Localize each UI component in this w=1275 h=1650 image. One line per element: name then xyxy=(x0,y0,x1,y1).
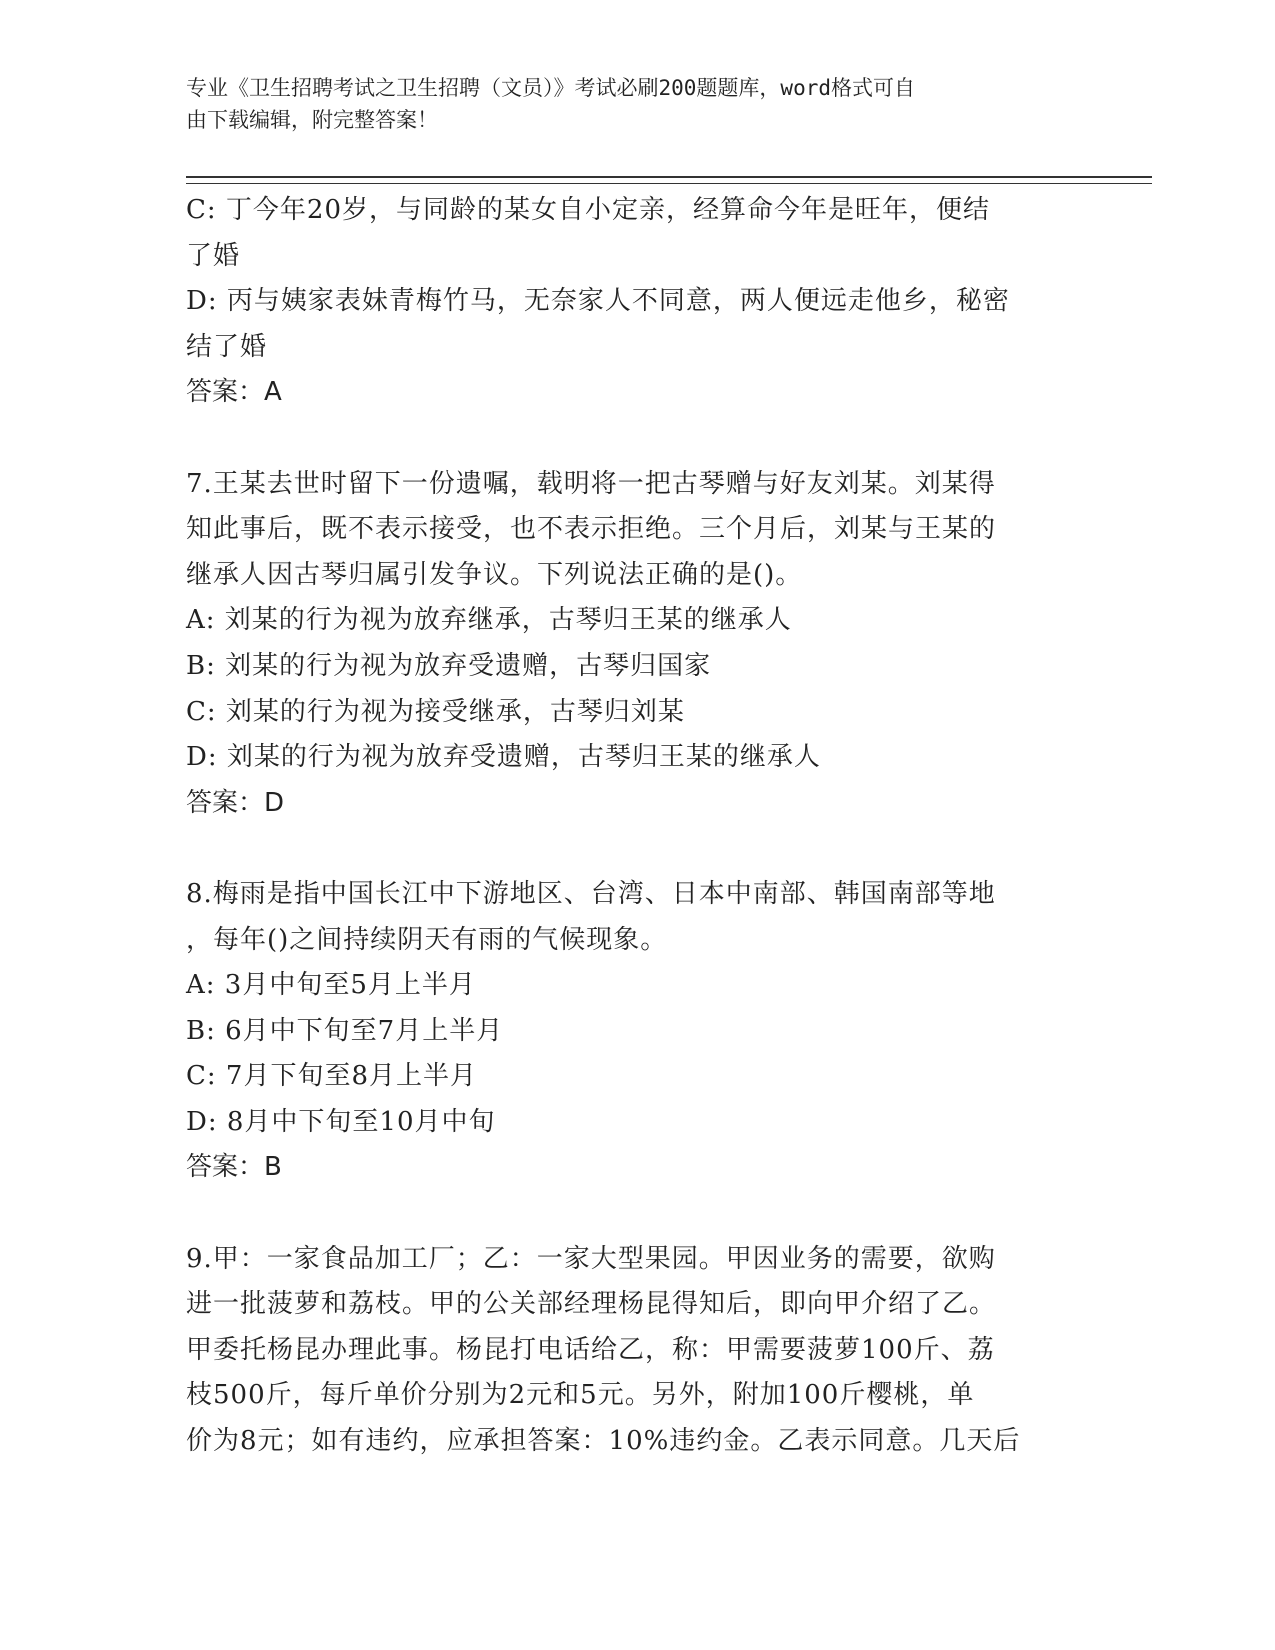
question-8 xyxy=(186,872,1086,1191)
answer-label: 答案：B xyxy=(186,1152,282,1183)
previous-question xyxy=(186,188,1086,416)
header-line-1: 专业《卫生招聘考试之卫生招聘（文员）》考试必刷200题题库，word格式可自 xyxy=(186,76,915,100)
question-stem-line: 知此事后，既不表示接受，也不表示拒绝。三个月后，刘某与王某的 xyxy=(186,514,997,545)
document-header xyxy=(186,72,1066,136)
answer-label: 答案：D xyxy=(186,787,285,818)
header-rule-thick xyxy=(186,176,1152,178)
question-stem-line: 价为8元；如有违约，应承担答案：10%违约金。乙表示同意。几天后 xyxy=(186,1426,1021,1457)
option-d: D: 8月中下旬至10月中旬 xyxy=(186,1106,496,1137)
question-stem-line: 甲委托杨昆办理此事。杨昆打电话给乙，称：甲需要菠萝100斤、荔 xyxy=(186,1334,995,1365)
question-9 xyxy=(186,1237,1086,1465)
option-c-line-1: C: 丁今年20岁，与同龄的某女自小定亲，经算命今年是旺年，便结 xyxy=(186,195,991,225)
question-stem-line: 继承人因古琴归属引发争议。下列说法正确的是()。 xyxy=(186,559,803,590)
option-b: B: 6月中下旬至7月上半月 xyxy=(186,1015,504,1046)
option-b: B: 刘某的行为视为放弃受遗赠，古琴归国家 xyxy=(186,650,712,681)
option-d-line-2: 结了婚 xyxy=(186,331,268,362)
question-stem-line: 进一批菠萝和荔枝。甲的公关部经理杨昆得知后，即向甲介绍了乙。 xyxy=(186,1289,997,1320)
question-stem-line: ，每年()之间持续阴天有雨的气候现象。 xyxy=(186,924,668,955)
question-stem-line: 9.甲：一家食品加工厂；乙：一家大型果园。甲因业务的需要，欲购 xyxy=(186,1243,996,1274)
option-c: C: 刘某的行为视为接受继承，古琴归刘某 xyxy=(186,696,685,727)
header-rule-thin xyxy=(186,183,1152,184)
option-c-line-2: 了婚 xyxy=(186,240,241,271)
question-stem-line: 8.梅雨是指中国长江中下游地区、台湾、日本中南部、韩国南部等地 xyxy=(186,878,996,909)
question-stem-line: 枝500斤，每斤单价分别为2元和5元。另外，附加100斤樱桃，单 xyxy=(186,1380,975,1411)
answer-label: 答案：A xyxy=(186,377,282,408)
option-d: D: 刘某的行为视为放弃受遗赠，古琴归王某的继承人 xyxy=(186,742,821,773)
question-stem-line: 7.王某去世时留下一份遗嘱，载明将一把古琴赠与好友刘某。刘某得 xyxy=(186,468,996,499)
option-a: A: 刘某的行为视为放弃继承，古琴归王某的继承人 xyxy=(186,605,792,636)
option-a: A: 3月中旬至5月上半月 xyxy=(186,970,476,1001)
header-line-2: 由下载编辑，附完整答案！ xyxy=(186,108,438,132)
question-list xyxy=(186,188,1086,1465)
option-d-line-1: D: 丙与姨家表妹青梅竹马，无奈家人不同意，两人便远走他乡，秘密 xyxy=(186,286,1010,317)
option-c: C: 7月下旬至8月上半月 xyxy=(186,1061,478,1092)
question-7 xyxy=(186,462,1086,827)
